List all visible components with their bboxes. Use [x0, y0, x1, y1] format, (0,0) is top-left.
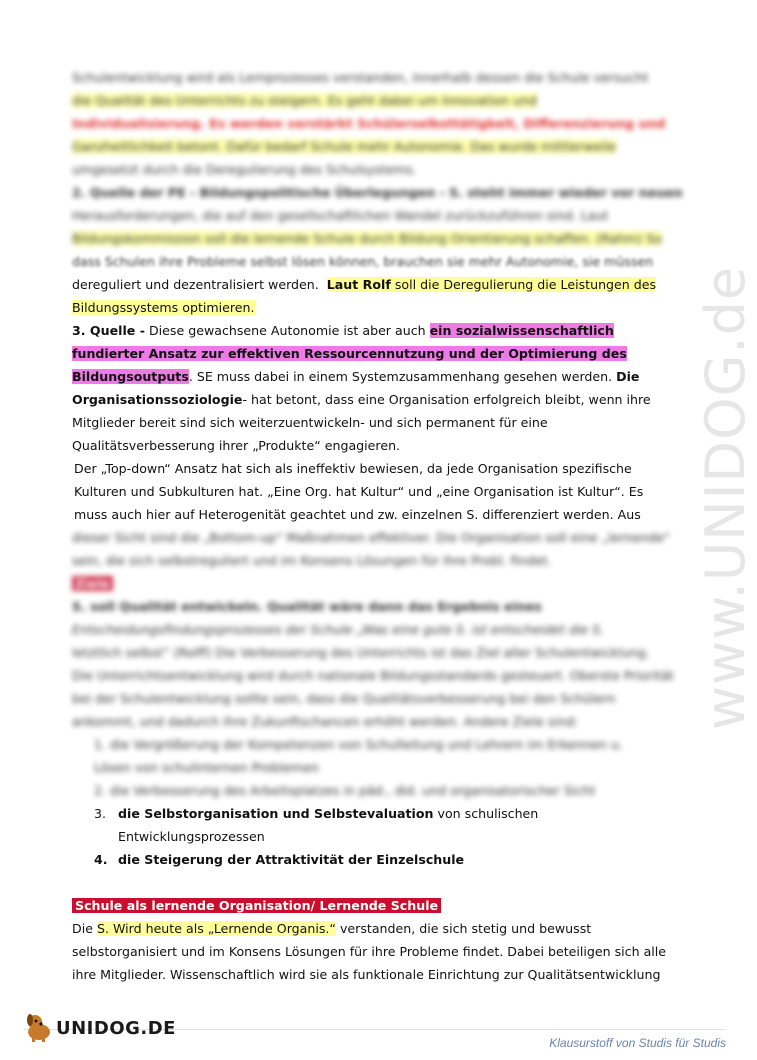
unidog-logo [22, 1010, 176, 1046]
text-line: Qualitätsverbesserung ihrer „Produkte“ engagieren. [72, 438, 401, 453]
text-line: Die Unterrichtsentwicklung wird durch nationale Bildungsstandards gesteuert. Oberste Priorität [72, 668, 674, 683]
watermark: www.UNIDOG.de [694, 265, 757, 730]
text-line: Bildungssystems optimieren. [72, 300, 255, 315]
text-line: Ganzheitlichkeit betont. Dafür bedarf Schule mehr Autonomie. Das wurde mittlerweile [72, 139, 617, 154]
text-line: Bildungskommission soll die lernende Schule durch Bildung Orientierung schaffen. (Rahm) So [72, 231, 662, 246]
list-item: Lösen von schulinternen Problemen [94, 760, 319, 775]
text-line: muss auch hier auf Heterogenität geachtet und zw. einzelnen S. differenziert werden. Aus [74, 507, 641, 522]
list-item: 1. die Vergrößerung der Kompetenzen von Schulleitung und Lehrern im Erkennen u. [94, 737, 623, 752]
text-line: dass Schulen ihre Probleme selbst lösen können, brauchen sie mehr Autonomie, sie müssen [72, 254, 654, 269]
text-line: 3. Quelle - Diese gewachsene Autonomie ist aber auch ein sozialwissenschaftlich [72, 323, 614, 338]
text-line: fundierter Ansatz zur effektiven Ressourcennutzung und der Optimierung des [72, 346, 627, 361]
text-line: Organisationssoziologie- hat betont, dass eine Organisation erfolgreich bleibt, wenn ihre [72, 392, 651, 407]
text-line: Entscheidungsfindungsprozesses der Schule „Was eine gute S. ist entscheidet die S. [72, 622, 605, 637]
text-line: dieser Sicht sind die „Bottom-up“ Maßnahmen effektiver. Die Organisation soll eine „lernende“ [72, 530, 671, 545]
text-line: ihre Mitglieder. Wissenschaftlich wird sie als funktionale Einrichtung zur Qualitätsentwicklung [72, 967, 661, 982]
dog-icon [22, 1010, 56, 1044]
text-line: sein, die sich selbstreguliert und im Konsens Lösungen für ihre Probl. findet. [72, 553, 552, 568]
text-line: die Qualität des Unterrichts zu steigern. Es geht dabei um Innovation und [72, 93, 537, 108]
section-label: Ziele [72, 573, 113, 595]
list-item: 4. die Steigerung der Attraktivität der Einzelschule [94, 852, 465, 867]
text-line: Mitglieder bereit sind sich weiterzuentwickeln- und sich permanent für eine [72, 415, 548, 430]
list-item-continuation: Entwicklungsprozessen [118, 829, 265, 844]
text-line: umgesetzt durch die Deregulierung des Schulsystems. [72, 162, 417, 177]
text-line: 2. Quelle der PE - Bildungspolitische Überlegungen - S. steht immer wieder vor neuen [72, 185, 683, 200]
text-line: dereguliert und dezentralisiert werden. Laut Rolf soll die Deregulierung die Leistungen des [72, 277, 657, 292]
text-line: Individualisierung. Es werden verstärkt Schülerselbsttätigkeit, Differenzierung und [72, 116, 666, 131]
text-line: Bildungsoutputs. SE muss dabei in einem Systemzusammenhang gesehen werden. Die [72, 369, 640, 384]
text-line: bei der Schulentwicklung sollte sein, dass die Qualitätsverbesserung bei den Schülern [72, 691, 616, 706]
list-item: 3. die Selbstorganisation und Selbstevaluation von schulischen [94, 806, 539, 821]
logo-text: UNIDOG.DE [56, 1018, 176, 1039]
list-item: 2. die Verbesserung des Arbeitsplatzes in päd., did. und organisatorischer Sicht [94, 783, 596, 798]
text-line: letztlich selbst“ (Rolff) Die Verbesserung des Unterrichts ist das Ziel aller Schulentwicklung. [72, 645, 650, 660]
text-line: selbstorganisiert und im Konsens Lösungen für ihre Probleme findet. Dabei beteiligen sich alle [72, 944, 667, 959]
text-line: S. soll Qualität entwickeln. Qualität wäre dann das Ergebnis eines [72, 599, 542, 614]
text-line: Kulturen und Subkulturen hat. „Eine Org. hat Kultur“ und „eine Organisation ist Kultur“. Es [74, 484, 644, 499]
text-line: Die S. Wird heute als „Lernende Organis.“ verstanden, die sich stetig und bewusst [72, 921, 592, 936]
section-heading: Schule als lernende Organisation/ Lernende Schule [72, 895, 441, 917]
text-line: Herausforderungen, die auf den gesellschaftlichen Wandel zurückzuführen sind. Laut [72, 208, 609, 223]
text-line: Der „Top-down“ Ansatz hat sich als ineffektiv bewiesen, da jede Organisation spezifische [74, 461, 632, 476]
text-line: Schulentwicklung wird als Lernprozesses verstanden, innerhalb dessen die Schule versucht [72, 70, 649, 85]
text-line: ankommt, und dadurch ihre Zukunftschancen erhöht werden. Andere Ziele sind: [72, 714, 579, 729]
footer-tagline: Klausurstoff von Studis für Studis [549, 1036, 726, 1050]
